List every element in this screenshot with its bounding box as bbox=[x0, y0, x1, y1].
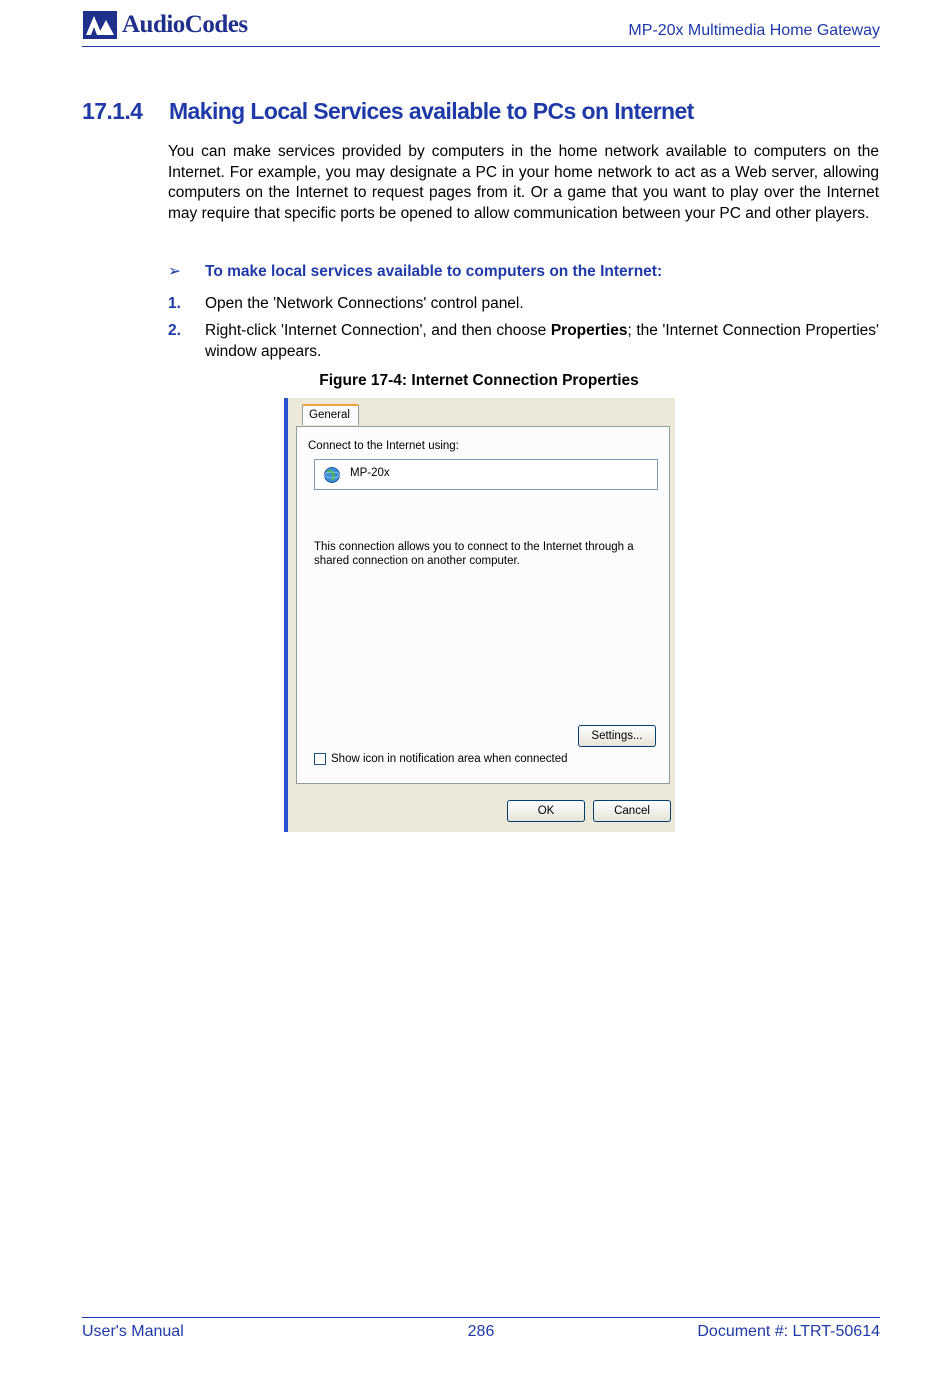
audiocodes-logo bbox=[82, 10, 248, 40]
page-number: 286 bbox=[467, 1323, 495, 1340]
document-number: Document #: LTRT-50614 bbox=[697, 1323, 880, 1340]
connect-label: Connect to the Internet using: bbox=[308, 440, 459, 452]
section-title: Making Local Services available to PCs on Internet bbox=[169, 98, 694, 124]
section-number: 17.1.4 bbox=[82, 98, 143, 124]
cancel-button[interactable]: Cancel bbox=[593, 800, 671, 822]
step-text-bold: Properties bbox=[550, 322, 628, 339]
step-1 bbox=[168, 294, 879, 315]
tab-general[interactable]: General bbox=[302, 404, 359, 425]
procedure-heading bbox=[168, 262, 662, 281]
section-heading bbox=[82, 98, 694, 125]
intro-paragraph: You can make services provided by computers in the home network available to computers on the Internet. For example, you may designate a PC in your home network to act as a Web server, allowing computers on the Internet to request pages from it. Or a game that you want to play over the Internet may require that specific ports be opened to allow communication between your PC and other players. bbox=[168, 143, 879, 222]
connection-description: This connection allows you to connect to the Internet through a shared connection on another computer. bbox=[314, 541, 634, 567]
procedure-title: To make local services available to computers on the Internet: bbox=[205, 263, 663, 280]
page-header bbox=[82, 8, 880, 47]
brand-name: AudioCodes bbox=[122, 11, 248, 38]
network-globe-icon bbox=[323, 466, 341, 484]
show-icon-checkbox-row[interactable] bbox=[314, 753, 568, 765]
step-2 bbox=[168, 321, 879, 362]
step-number: 1. bbox=[168, 295, 181, 312]
settings-button[interactable]: Settings... bbox=[578, 725, 656, 747]
figure-caption: Figure 17-4: Internet Connection Properties bbox=[319, 372, 639, 389]
ok-button[interactable]: OK bbox=[507, 800, 585, 822]
device-name: MP-20x bbox=[350, 467, 390, 479]
step-text-post: ; the 'Internet Connection Properties' window appears. bbox=[205, 322, 879, 360]
step-text: Open the 'Network Connections' control panel. bbox=[205, 295, 524, 312]
connection-device-box bbox=[314, 459, 658, 490]
document-title: MP-20x Multimedia Home Gateway bbox=[628, 22, 880, 39]
show-icon-checkbox-label: Show icon in notification area when connected bbox=[331, 753, 568, 765]
step-text bbox=[205, 321, 879, 362]
step-text-pre: Right-click 'Internet Connection', and then choose bbox=[205, 322, 551, 339]
step-number: 2. bbox=[168, 322, 181, 339]
audiocodes-logo-icon bbox=[82, 10, 118, 40]
footer-manual-label: User's Manual bbox=[82, 1323, 184, 1340]
arrow-bullet-icon: ➢ bbox=[168, 263, 181, 280]
internet-connection-properties-dialog bbox=[284, 398, 675, 832]
show-icon-checkbox[interactable] bbox=[314, 753, 326, 765]
page-footer bbox=[82, 1317, 880, 1348]
